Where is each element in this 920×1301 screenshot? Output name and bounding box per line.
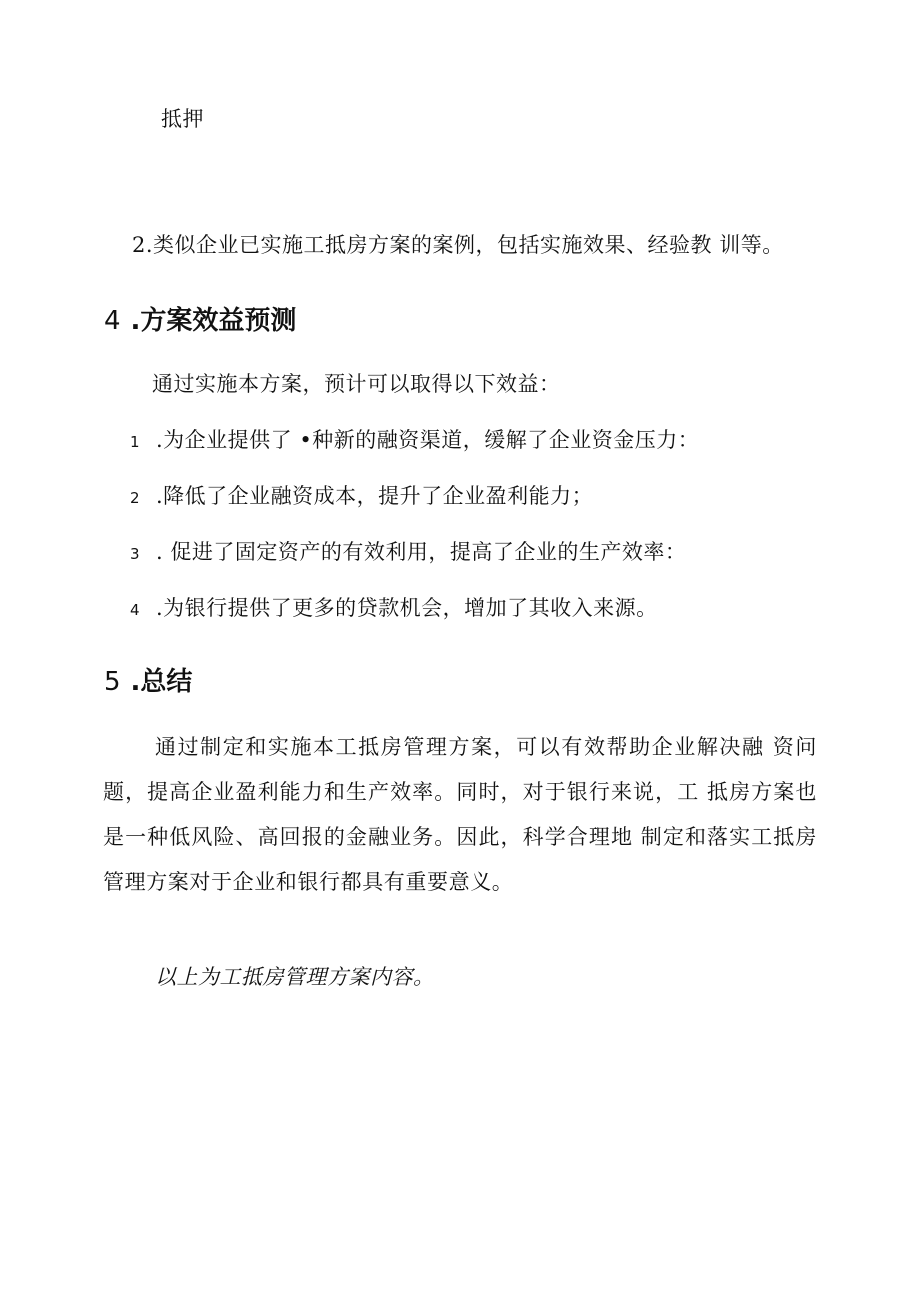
- section-5-title: .总结: [130, 667, 193, 697]
- benefit-item-number: 3: [130, 545, 141, 563]
- section-4-number: 4: [104, 306, 121, 336]
- section-5-heading: [104, 665, 192, 699]
- section-4-heading: [104, 304, 296, 338]
- benefit-item: [130, 425, 699, 457]
- benefit-item: [130, 593, 658, 625]
- benefit-item-text: . 促进了固定资产的有效利用，提高了企业的生产效率：: [156, 540, 687, 564]
- benefit-item-text: .为企业提供了 •种新的融资渠道，缓解了企业资金压力：: [156, 428, 700, 452]
- section-5-number: 5: [104, 667, 121, 697]
- benefit-item-number: 2: [130, 489, 141, 507]
- section-4-intro: 通过实施本方案，预计可以取得以下效益：: [152, 372, 561, 396]
- benefit-item-text: .为银行提供了更多的贷款机会，增加了其收入来源。: [156, 596, 658, 620]
- benefit-item-number: 4: [130, 601, 141, 619]
- benefit-item: [130, 537, 686, 569]
- benefit-item: [130, 481, 593, 513]
- benefit-item-text: .降低了企业融资成本，提升了企业盈利能力；: [156, 484, 594, 508]
- benefit-item-number: 1: [130, 433, 141, 451]
- summary-paragraph: 通过制定和实施本工抵房管理方案，可以有效帮助企业解决融 资问题，提高企业盈利能力和生产效率。同时，对于银行来说，工 抵房方案也是一种低风险、高回报的金融业务。因此，科学合理地 制定和落实工抵房管理方案对于企业和银行都具有重要意义。: [103, 735, 817, 894]
- case-study-item: 2.类似企业已实施工抵房方案的案例，包括实施效果、经验教 训等。: [132, 233, 784, 257]
- closing-line: 以上为工抵房管理方案内容。: [155, 965, 435, 989]
- fragment-line: 抵押: [161, 107, 204, 131]
- section-4-title: .方案效益预测: [130, 306, 297, 336]
